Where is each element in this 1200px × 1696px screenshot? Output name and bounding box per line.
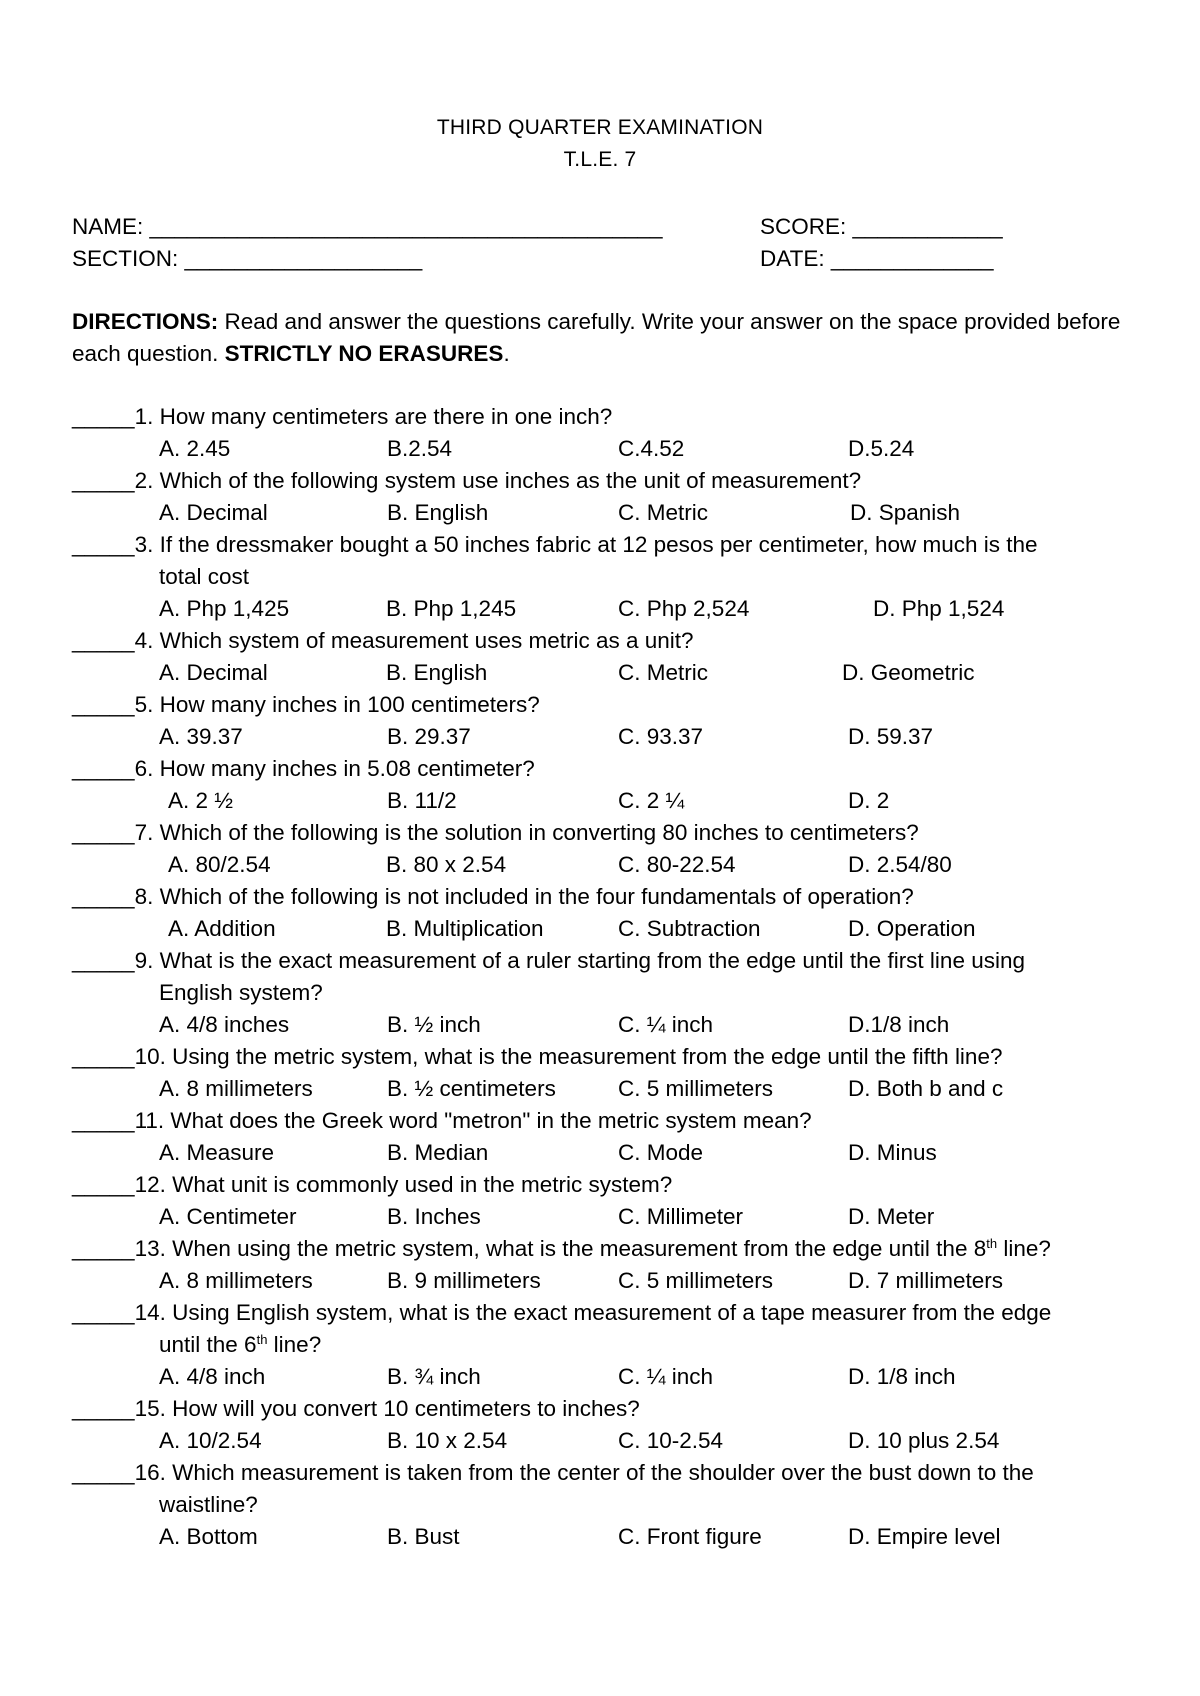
question-text: _____12. What unit is commonly used in the metric system? (72, 1172, 673, 1197)
option-a: A. Php 1,425 (159, 596, 290, 621)
option-b: B. Bust (387, 1524, 460, 1549)
question-2 (72, 468, 861, 494)
question-text: _____6. How many inches in 5.08 centimeter? (72, 756, 535, 781)
option-d: D. 1/8 inch (848, 1364, 956, 1389)
question-text: _____5. How many inches in 100 centimeters? (72, 692, 540, 717)
option-a: A. 2 ½ (168, 788, 234, 813)
question-text: _____15. How will you convert 10 centimeters to inches? (72, 1396, 640, 1421)
option-b: B. ½ inch (387, 1012, 481, 1037)
question-6 (72, 756, 535, 782)
option-c: C. ¼ inch (618, 1364, 714, 1389)
question-text: _____4. Which system of measurement uses metric as a unit? (72, 628, 694, 653)
option-a: A. 4/8 inch (159, 1364, 266, 1389)
exam-subject: T.L.E. 7 (563, 148, 637, 171)
question-16 (72, 1460, 1034, 1486)
option-a: A. Addition (168, 916, 276, 941)
question-9 (72, 948, 1025, 974)
question-10 (72, 1044, 1002, 1070)
continuation-text: until the 6 (159, 1332, 257, 1357)
question-3 (72, 532, 1038, 558)
option-c: C. Php 2,524 (618, 596, 750, 621)
continuation-text: waistline? (159, 1492, 258, 1517)
directions-end: . (503, 341, 510, 366)
question-continuation (159, 1492, 258, 1518)
question-text: _____11. What does the Greek word "metron" in the metric system mean? (72, 1108, 812, 1133)
question-text: _____9. What is the exact measurement of a ruler starting from the edge until the first line using (72, 948, 1025, 973)
question-13 (72, 1236, 1051, 1262)
question-text: _____10. Using the metric system, what is the measurement from the edge until the fifth line? (72, 1044, 1003, 1069)
question-continuation (159, 980, 323, 1006)
option-d: D. Geometric (842, 660, 975, 685)
option-b: B.2.54 (387, 436, 453, 461)
option-b: B. 29.37 (387, 724, 471, 749)
question-8 (72, 884, 914, 910)
date-field[interactable]: DATE: _____________ (760, 246, 994, 271)
option-d: D. Php 1,524 (873, 596, 1005, 621)
question-continuation (159, 564, 249, 590)
continuation-text-end: line? (267, 1332, 322, 1357)
option-b: B. Inches (387, 1204, 481, 1229)
option-d: D. Spanish (850, 500, 961, 525)
option-c: C. Mode (618, 1140, 704, 1165)
option-d: D. 10 plus 2.54 (848, 1428, 1000, 1453)
option-c: C. 2 ¼ (618, 788, 685, 813)
option-c: C. 10-2.54 (618, 1428, 724, 1453)
question-12 (72, 1172, 672, 1198)
directions-paragraph (72, 306, 1152, 370)
option-a: A. 4/8 inches (159, 1012, 290, 1037)
option-b: B. Median (387, 1140, 489, 1165)
question-text: _____3. If the dressmaker bought a 50 inches fabric at 12 pesos per centimeter, how much is the (72, 532, 1038, 557)
option-a: A. Decimal (159, 660, 268, 685)
option-d: D. Meter (848, 1204, 935, 1229)
question-1 (72, 404, 612, 430)
ordinal-suffix: th (986, 1236, 998, 1251)
option-b: B. 11/2 (387, 788, 457, 813)
option-d: D. 7 millimeters (848, 1268, 1004, 1293)
option-c: C. Millimeter (618, 1204, 744, 1229)
name-field[interactable]: NAME: _________________________________________ (72, 214, 663, 239)
option-a: A. 8 millimeters (159, 1268, 313, 1293)
option-b: B. 80 x 2.54 (386, 852, 507, 877)
option-d: D. 2.54/80 (848, 852, 952, 877)
option-a: A. 80/2.54 (168, 852, 271, 877)
option-c: C. ¼ inch (618, 1012, 714, 1037)
option-a: A. Bottom (159, 1524, 258, 1549)
continuation-text: English system? (159, 980, 323, 1005)
option-d: D.1/8 inch (848, 1012, 950, 1037)
question-text: _____8. Which of the following is not included in the four fundamentals of operation? (72, 884, 914, 909)
option-d: D. 59.37 (848, 724, 934, 749)
option-b: B. 10 x 2.54 (387, 1428, 508, 1453)
question-15 (72, 1396, 640, 1422)
option-c: C. Metric (618, 500, 708, 525)
option-a: A. 2.45 (159, 436, 231, 461)
question-4 (72, 628, 694, 654)
option-a: A. 10/2.54 (159, 1428, 262, 1453)
continuation-text: total cost (159, 564, 250, 589)
option-a: A. Centimeter (159, 1204, 297, 1229)
option-a: A. 8 millimeters (159, 1076, 313, 1101)
ordinal-suffix: th (256, 1332, 268, 1347)
question-text: _____16. Which measurement is taken from the center of the shoulder over the bust down to the (72, 1460, 1034, 1485)
option-d: D. 2 (848, 788, 890, 813)
question-11 (72, 1108, 812, 1134)
question-5 (72, 692, 540, 718)
option-b: B. ½ centimeters (387, 1076, 556, 1101)
question-text: _____2. Which of the following system use inches as the unit of measurement? (72, 468, 862, 493)
directions-text: Read and answer the questions carefully. Write your answer on the space provided before each question. (72, 309, 1121, 366)
option-d: D. Empire level (848, 1524, 1001, 1549)
option-b: B. English (386, 660, 488, 685)
option-d: D.5.24 (848, 436, 915, 461)
question-continuation (159, 1332, 321, 1358)
option-c: C. Subtraction (618, 916, 761, 941)
option-c: C. Metric (618, 660, 708, 685)
question-text-end: line? (997, 1236, 1051, 1261)
option-c: C. 80-22.54 (618, 852, 736, 877)
question-text: _____7. Which of the following is the solution in converting 80 inches to centimeters? (72, 820, 919, 845)
question-7 (72, 820, 919, 846)
option-d: D. Both b and c (848, 1076, 1004, 1101)
directions-emphasis: STRICTLY NO ERASURES (224, 341, 504, 366)
option-a: A. Decimal (159, 500, 268, 525)
option-c: C.4.52 (618, 436, 685, 461)
option-c: C. 5 millimeters (618, 1076, 774, 1101)
exam-title: THIRD QUARTER EXAMINATION (436, 116, 764, 139)
question-text: _____13. When using the metric system, what is the measurement from the edge until the 8 (72, 1236, 987, 1261)
option-a: A. 39.37 (159, 724, 243, 749)
section-field[interactable]: SECTION: ___________________ (72, 246, 423, 271)
option-c: C. 93.37 (618, 724, 704, 749)
option-d: D. Operation (848, 916, 976, 941)
question-14 (72, 1300, 1051, 1326)
option-a: A. Measure (159, 1140, 275, 1165)
option-b: B. ¾ inch (387, 1364, 481, 1389)
option-c: C. Front figure (618, 1524, 762, 1549)
score-field[interactable]: SCORE: ____________ (760, 214, 1003, 239)
option-b: B. Php 1,245 (386, 596, 517, 621)
option-d: D. Minus (848, 1140, 937, 1165)
option-b: B. Multiplication (386, 916, 544, 941)
question-text: _____1. How many centimeters are there in one inch? (72, 404, 613, 429)
option-c: C. 5 millimeters (618, 1268, 774, 1293)
question-text: _____14. Using English system, what is the exact measurement of a tape measurer from the edge (72, 1300, 1052, 1325)
directions-label: DIRECTIONS: (72, 309, 219, 334)
option-b: B. 9 millimeters (387, 1268, 541, 1293)
option-b: B. English (387, 500, 489, 525)
